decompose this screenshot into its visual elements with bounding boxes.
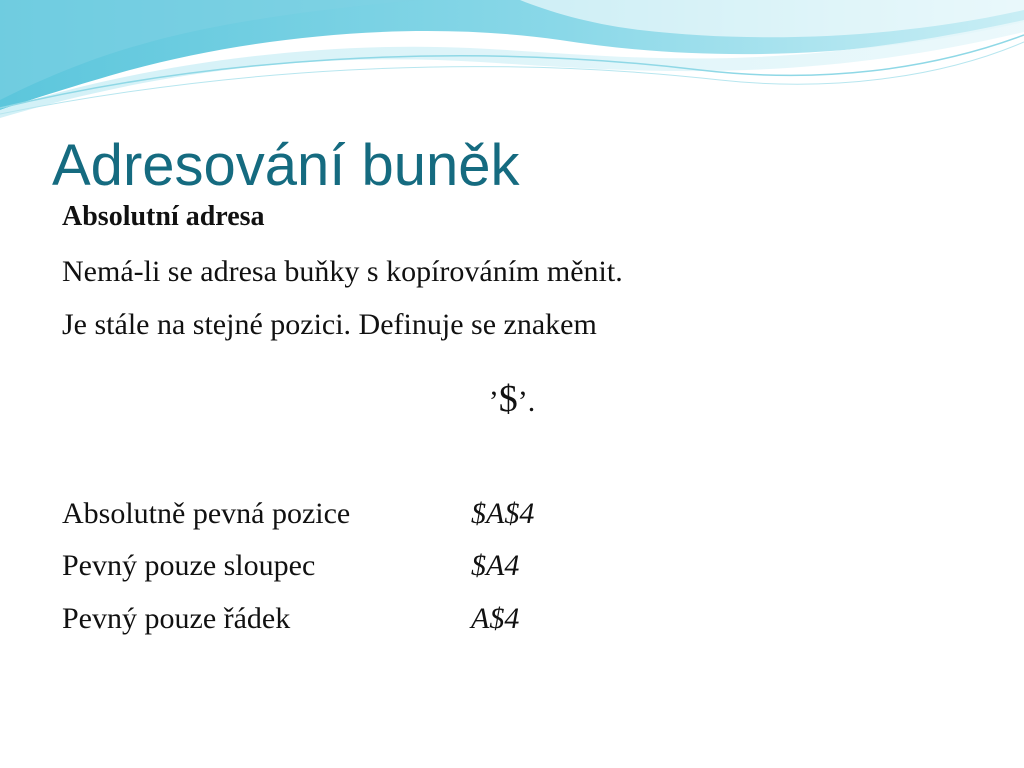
row-label-absolute: Absolutně pevná pozice [62,497,351,530]
row-value-column: $A4 [471,549,520,582]
body-line-1: Nemá-li se adresa buňky s kopírováním měnit. [62,255,623,288]
decorative-wave-banner [0,0,1024,130]
close-quote: ’. [517,385,536,418]
open-quote: ’ [488,385,499,418]
slide-title: Adresování buněk [52,133,520,198]
row-value-absolute: $A$4 [471,497,535,530]
dollar-symbol-line [0,377,1024,421]
section-heading: Absolutní adresa [62,201,265,232]
body-line-2: Je stále na stejné pozici. Definuje se znakem [62,308,597,341]
row-value-row: A$4 [471,602,520,635]
dollar-sign: $ [498,378,518,420]
row-label-row: Pevný pouze řádek [62,602,291,635]
row-label-column: Pevný pouze sloupec [62,549,316,582]
